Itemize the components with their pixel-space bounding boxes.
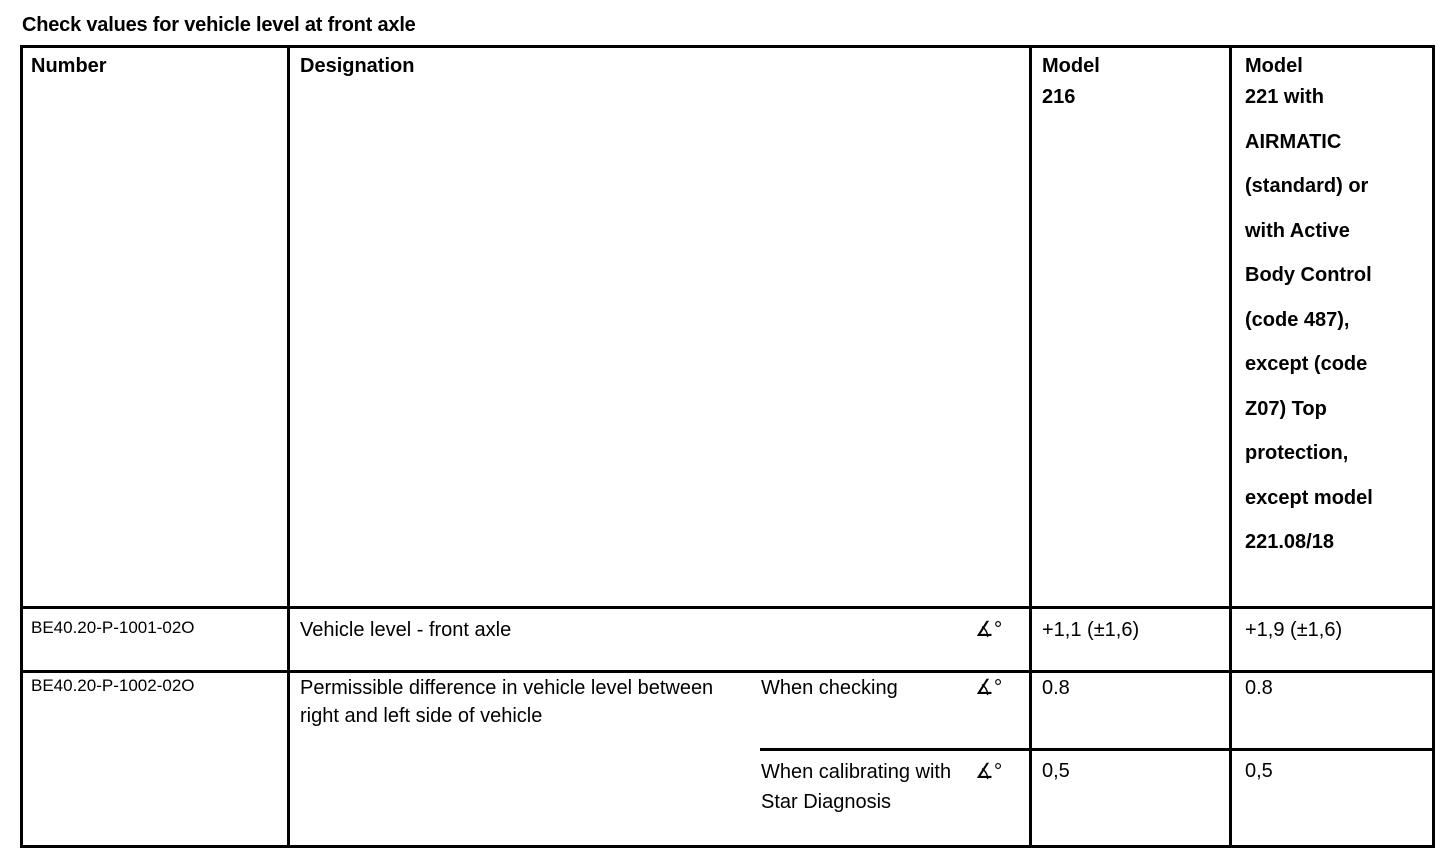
row1-bottom-border	[20, 670, 1435, 673]
row2-sub1-condition: When checking	[761, 677, 898, 699]
table-left-border	[20, 45, 23, 848]
page-title: Check values for vehicle level at front axle	[22, 14, 416, 36]
subrow-divider	[760, 748, 1435, 751]
angle-degree-icon: ∡°	[975, 618, 1003, 641]
row2-sub2-model216-value: 0,5	[1042, 760, 1070, 782]
header-model-216	[1042, 52, 1222, 111]
header-model-221	[1245, 52, 1405, 565]
table-right-border	[1432, 45, 1435, 848]
row2-sub1-model221-value: 0.8	[1245, 677, 1273, 699]
header-model-221-line1: Model	[1245, 55, 1303, 77]
header-designation: Designation	[300, 55, 415, 77]
row2-sub2-condition: When calibrating with Star Diagnosis	[761, 761, 952, 813]
row1-number: BE40.20-P-1001-02O	[31, 618, 195, 637]
col-divider-designation	[1029, 45, 1032, 848]
header-bottom-border	[20, 606, 1435, 609]
row1-designation: Vehicle level - front axle	[300, 619, 512, 641]
col-divider-number	[287, 45, 290, 848]
angle-degree-icon: ∡°	[975, 676, 1003, 699]
header-number: Number	[31, 55, 107, 77]
row2-sub2-model221-value: 0,5	[1245, 760, 1273, 782]
row2-number: BE40.20-P-1002-02O	[31, 676, 195, 695]
row2-sub1-model216-value: 0.8	[1042, 677, 1070, 699]
row1-model216-value: +1,1 (±1,6)	[1042, 619, 1140, 641]
row1-model221-value: +1,9 (±1,6)	[1245, 619, 1343, 641]
col-divider-model216	[1229, 45, 1232, 848]
angle-degree-icon: ∡°	[975, 760, 1003, 783]
header-model-221-description: 221 with AIRMATIC (standard) or with Active Body Control (code 487), except (code Z07) Top protection, except model 221.08/18	[1245, 86, 1373, 553]
header-model-216-line1: Model	[1042, 55, 1100, 77]
header-model-216-line2: 216	[1042, 86, 1076, 108]
table-bottom-border	[20, 845, 1435, 848]
row2-designation: Permissible difference in vehicle level between right and left side of vehicle	[300, 677, 714, 727]
table-top-border	[20, 45, 1435, 48]
